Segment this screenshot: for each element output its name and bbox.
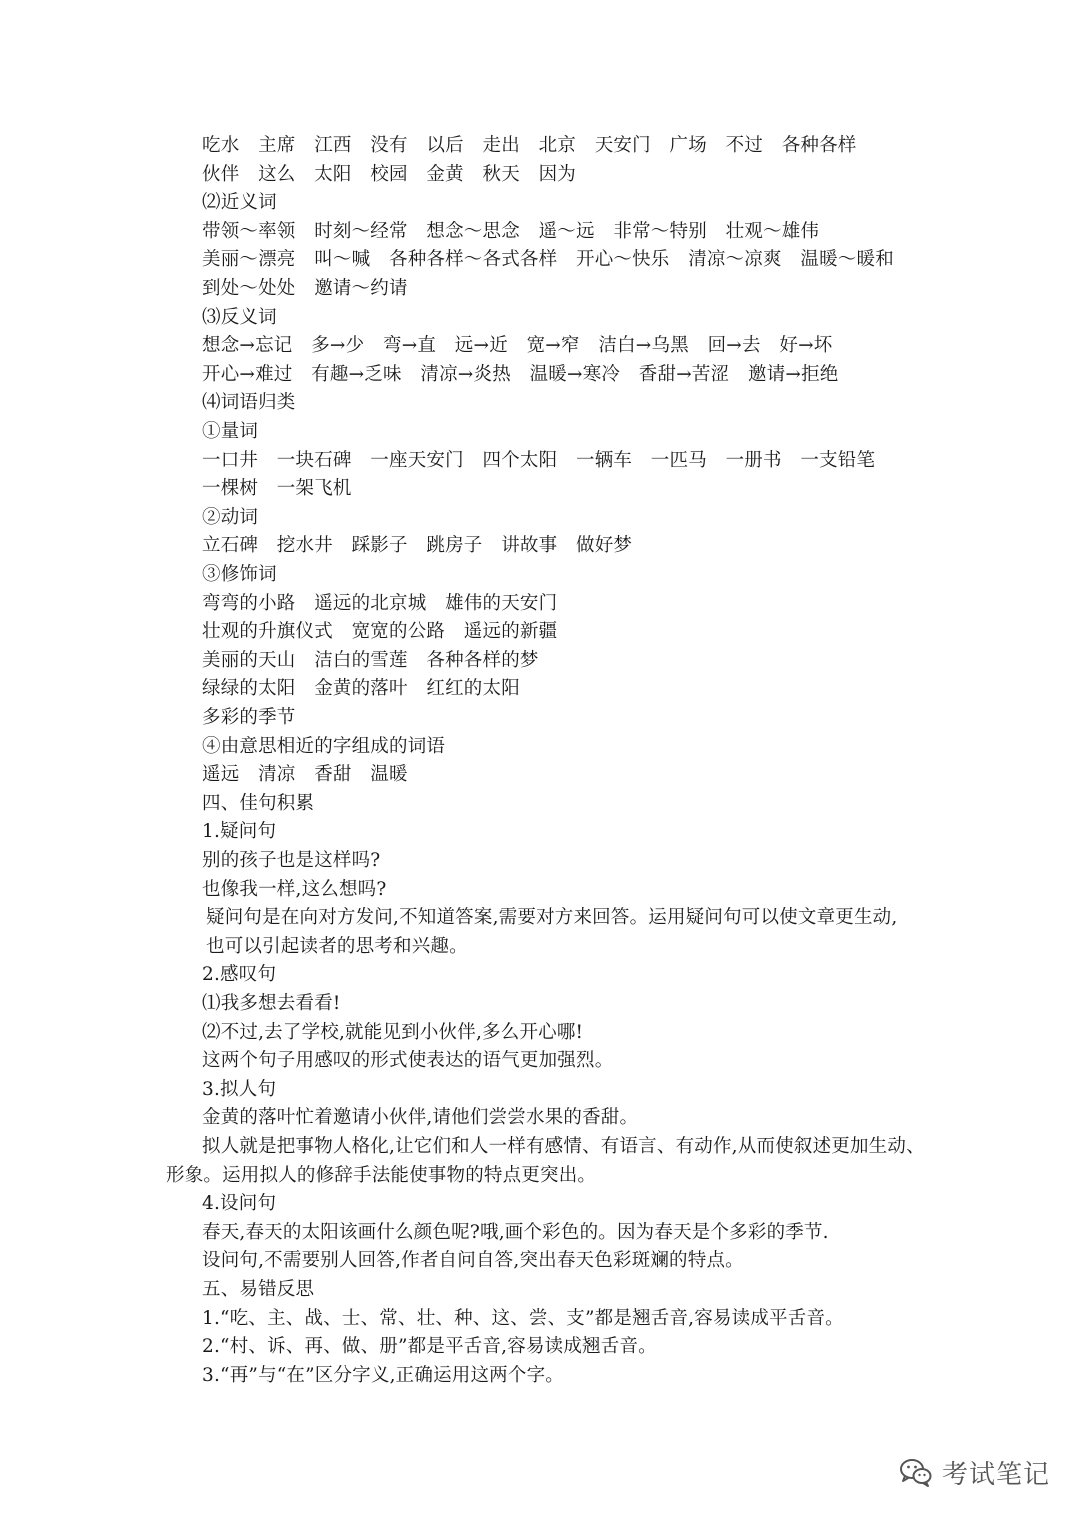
text-line: ⑴我多想去看看! bbox=[202, 993, 341, 1014]
text-line: 立石碑 挖水井 踩影子 跳房子 讲故事 做好梦 bbox=[202, 535, 633, 556]
text-line: 美丽的天山 洁白的雪莲 各种各样的梦 bbox=[202, 650, 539, 671]
text-line: 绿绿的太阳 金黄的落叶 红红的太阳 bbox=[202, 678, 520, 699]
section-heading: 五、易错反思 bbox=[202, 1279, 315, 1300]
sub-heading: 4.设问句 bbox=[202, 1193, 277, 1214]
text-line: 美丽～漂亮 叫～喊 各种各样～各式各样 开心～快乐 清凉～凉爽 温暖～暖和 bbox=[202, 249, 894, 270]
section-heading: ⑵近义词 bbox=[202, 192, 277, 213]
text-line: 2.“村、诉、再、做、册”都是平舌音,容易读成翘舌音。 bbox=[202, 1336, 657, 1357]
text-line: 3.“再”与“在”区分字义,正确运用这两个字。 bbox=[202, 1365, 564, 1386]
text-line: 这两个句子用感叹的形式使表达的语气更加强烈。 bbox=[202, 1050, 614, 1071]
sub-heading: ②动词 bbox=[202, 507, 259, 528]
sub-heading: 2.感叹句 bbox=[202, 964, 277, 985]
text-line: 1.“吃、主、战、士、常、壮、种、这、尝、支”都是翘舌音,容易读成平舌音。 bbox=[202, 1308, 844, 1329]
text-line: 一口井 一块石碑 一座天安门 四个太阳 一辆车 一匹马 一册书 一支铅笔 bbox=[202, 450, 876, 471]
sub-heading: ③修饰词 bbox=[202, 564, 277, 585]
section-heading: ⑶反义词 bbox=[202, 307, 277, 328]
sub-heading: 3.拟人句 bbox=[202, 1079, 277, 1100]
text-line: 带领～率领 时刻～经常 想念～思念 遥～远 非常～特别 壮观～雄伟 bbox=[202, 221, 820, 242]
wechat-icon bbox=[898, 1456, 934, 1488]
text-line: 弯弯的小路 遥远的北京城 雄伟的天安门 bbox=[202, 593, 558, 614]
text-line: ⑵不过,去了学校,就能见到小伙伴,多么开心哪! bbox=[202, 1022, 584, 1043]
text-line: 遥远 清凉 香甜 温暖 bbox=[202, 764, 408, 785]
text-line: 想念→忘记 多→少 弯→直 远→近 宽→窄 洁白→乌黑 回→去 好→坏 bbox=[202, 335, 833, 356]
section-heading: 四、佳句积累 bbox=[202, 793, 315, 814]
text-line: 壮观的升旗仪式 宽宽的公路 遥远的新疆 bbox=[202, 621, 558, 642]
text-line: 到处～处处 邀请～约请 bbox=[202, 278, 408, 299]
text-line: 金黄的落叶忙着邀请小伙伴,请他们尝尝水果的香甜。 bbox=[202, 1107, 639, 1128]
sub-heading: 1.疑问句 bbox=[202, 821, 277, 842]
text-line: 一棵树 一架飞机 bbox=[202, 478, 352, 499]
text-line: 春天,春天的太阳该画什么颜色呢?哦,画个彩色的。因为春天是个多彩的季节. bbox=[202, 1222, 829, 1243]
text-line: 伙伴 这么 太阳 校园 金黄 秋天 因为 bbox=[202, 164, 577, 185]
text-line: 吃水 主席 江西 没有 以后 走出 北京 天安门 广场 不过 各种各样 bbox=[202, 135, 857, 156]
text-line: 设问句,不需要别人回答,作者自问自答,突出春天色彩斑斓的特点。 bbox=[202, 1250, 744, 1271]
text-line: 疑问句是在向对方发问,不知道答案,需要对方来回答。运用疑问句可以使文章更生动, bbox=[206, 907, 898, 928]
text-line: 拟人就是把事物人格化,让它们和人一样有感情、有语言、有动作,从而使叙述更加生动、 bbox=[202, 1136, 925, 1157]
watermark bbox=[898, 1452, 1050, 1492]
section-heading: ⑷词语归类 bbox=[202, 392, 296, 413]
watermark-text: 考试笔记 bbox=[942, 1459, 1051, 1490]
text-line: 也像我一样,这么想吗? bbox=[202, 879, 387, 900]
text-line: 多彩的季节 bbox=[202, 707, 296, 728]
text-line: 开心→难过 有趣→乏味 清凉→炎热 温暖→寒冷 香甜→苦涩 邀请→拒绝 bbox=[202, 364, 839, 385]
sub-heading: ①量词 bbox=[202, 421, 259, 442]
sub-heading: ④由意思相近的字组成的词语 bbox=[202, 736, 446, 757]
text-line: 形象。运用拟人的修辞手法能使事物的特点更突出。 bbox=[166, 1165, 597, 1186]
text-line: 别的孩子也是这样吗? bbox=[202, 850, 381, 871]
text-line: 也可以引起读者的思考和兴趣。 bbox=[206, 936, 468, 957]
